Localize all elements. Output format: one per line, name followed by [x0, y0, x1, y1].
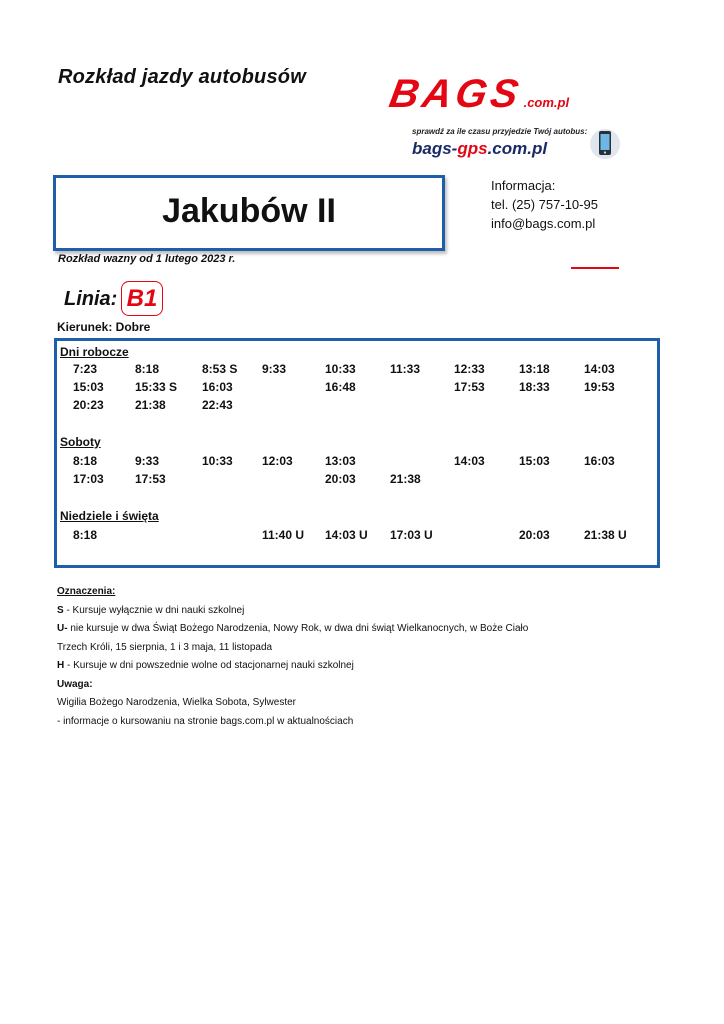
departure-time: 20:03	[519, 528, 550, 542]
line-number-badge: B1	[121, 281, 163, 316]
departure-time: 21:38	[135, 398, 166, 412]
stop-name: Jakubów II	[162, 192, 336, 230]
bags-logo	[386, 72, 660, 116]
departure-time: 14:03	[454, 454, 485, 468]
departure-time: 19:53	[584, 380, 615, 394]
departure-time: 18:33	[519, 380, 550, 394]
section-title-weekdays: Dni robocze	[60, 345, 129, 359]
departure-time: 9:33	[135, 454, 160, 468]
red-divider	[571, 267, 619, 269]
legend-u-text: nie kursuje w dwa Świąt Bożego Narodzenia, Nowy Rok, w dwa dni świąt Wielkanocnych, w Boże Ciało	[67, 623, 529, 634]
departure-time: 8:18	[73, 454, 98, 468]
departure-time: 16:03	[584, 454, 615, 468]
gps-logo	[412, 139, 547, 159]
departure-time: 22:43	[202, 398, 233, 412]
departure-time: 21:38	[390, 472, 421, 486]
departure-time: 16:03	[202, 380, 233, 394]
note-line-1: Wigilia Bożego Narodzenia, Wielka Sobota, Sylwester	[57, 697, 296, 708]
gps-tagline: sprawdź za ile czasu przyjedzie Twój autobus:	[412, 127, 588, 136]
section-title-sundays: Niedziele i święta	[60, 509, 159, 523]
valid-from-date: Rozkład wazny od 1 lutego 2023 r.	[58, 253, 236, 265]
gps-logo-part-a: bags-	[412, 139, 458, 158]
departure-time: 14:03 U	[325, 528, 368, 542]
bags-logo-domain: .com.pl	[523, 95, 570, 110]
departure-time: 8:18	[73, 528, 98, 542]
departure-time: 12:33	[454, 362, 485, 376]
departure-time: 21:38 U	[584, 528, 627, 542]
legend-h-text: - Kursuje w dni powszednie wolne od stacjonarnej nauki szkolnej	[64, 660, 354, 671]
section-title-saturdays: Soboty	[60, 435, 101, 449]
info-email: info@bags.com.pl	[491, 216, 596, 231]
departure-time: 12:03	[262, 454, 293, 468]
bags-logo-text: BAGS	[386, 72, 526, 116]
legend-s-text: - Kursuje wyłącznie w dni nauki szkolnej	[63, 604, 245, 616]
departure-time: 9:33	[262, 362, 287, 376]
departure-time: 14:03	[584, 362, 615, 376]
legend-s	[57, 602, 657, 621]
gps-logo-part-c: .com.pl	[487, 139, 548, 158]
departure-time: 15:03	[519, 454, 550, 468]
line-label: Linia:	[64, 288, 118, 310]
departure-time: 7:23	[73, 362, 98, 376]
departure-time: 13:18	[519, 362, 550, 376]
departure-time: 17:03 U	[390, 528, 433, 542]
legend-h	[57, 657, 657, 676]
note-line-2: - informacje o kursowaniu na stronie bags.com.pl w aktualnościach	[57, 715, 354, 727]
departure-time: 16:48	[325, 380, 356, 394]
departure-time: 20:23	[73, 398, 104, 412]
departure-time: 17:53	[454, 380, 485, 394]
departure-time: 8:53 S	[202, 362, 238, 376]
legend-u-key: U-	[57, 623, 68, 634]
direction-label: Kierunek: Dobre	[57, 320, 151, 334]
info-label: Informacja:	[491, 178, 556, 193]
legend-u	[57, 620, 657, 639]
legend-h-key: H	[57, 660, 65, 671]
info-phone: tel. (25) 757-10-95	[491, 197, 598, 212]
departure-time: 20:03	[325, 472, 356, 486]
legend-title: Oznaczenia:	[57, 586, 116, 597]
legend	[57, 583, 657, 731]
departure-time: 15:03	[73, 380, 104, 394]
timetable	[54, 338, 660, 568]
smartphone-icon	[590, 127, 620, 161]
departure-time: 15:33 S	[135, 380, 178, 394]
departure-time: 17:53	[135, 472, 166, 486]
note-title: Uwaga:	[57, 678, 93, 690]
departure-time: 8:18	[135, 362, 160, 376]
gps-logo-part-b: gps	[457, 139, 488, 158]
legend-s-key: S	[57, 604, 64, 616]
legend-u-cont: Trzech Króli, 15 sierpnia, 1 i 3 maja, 11 listopada	[57, 641, 273, 653]
departure-time: 13:03	[325, 454, 356, 468]
departure-time: 10:33	[325, 362, 356, 376]
document-title: Rozkład jazdy autobusów	[58, 66, 306, 88]
departure-time: 17:03	[73, 472, 104, 486]
stop-name-box	[53, 175, 445, 251]
departure-time: 11:33	[390, 362, 421, 376]
departure-time: 11:40 U	[262, 528, 305, 542]
departure-time: 10:33	[202, 454, 233, 468]
